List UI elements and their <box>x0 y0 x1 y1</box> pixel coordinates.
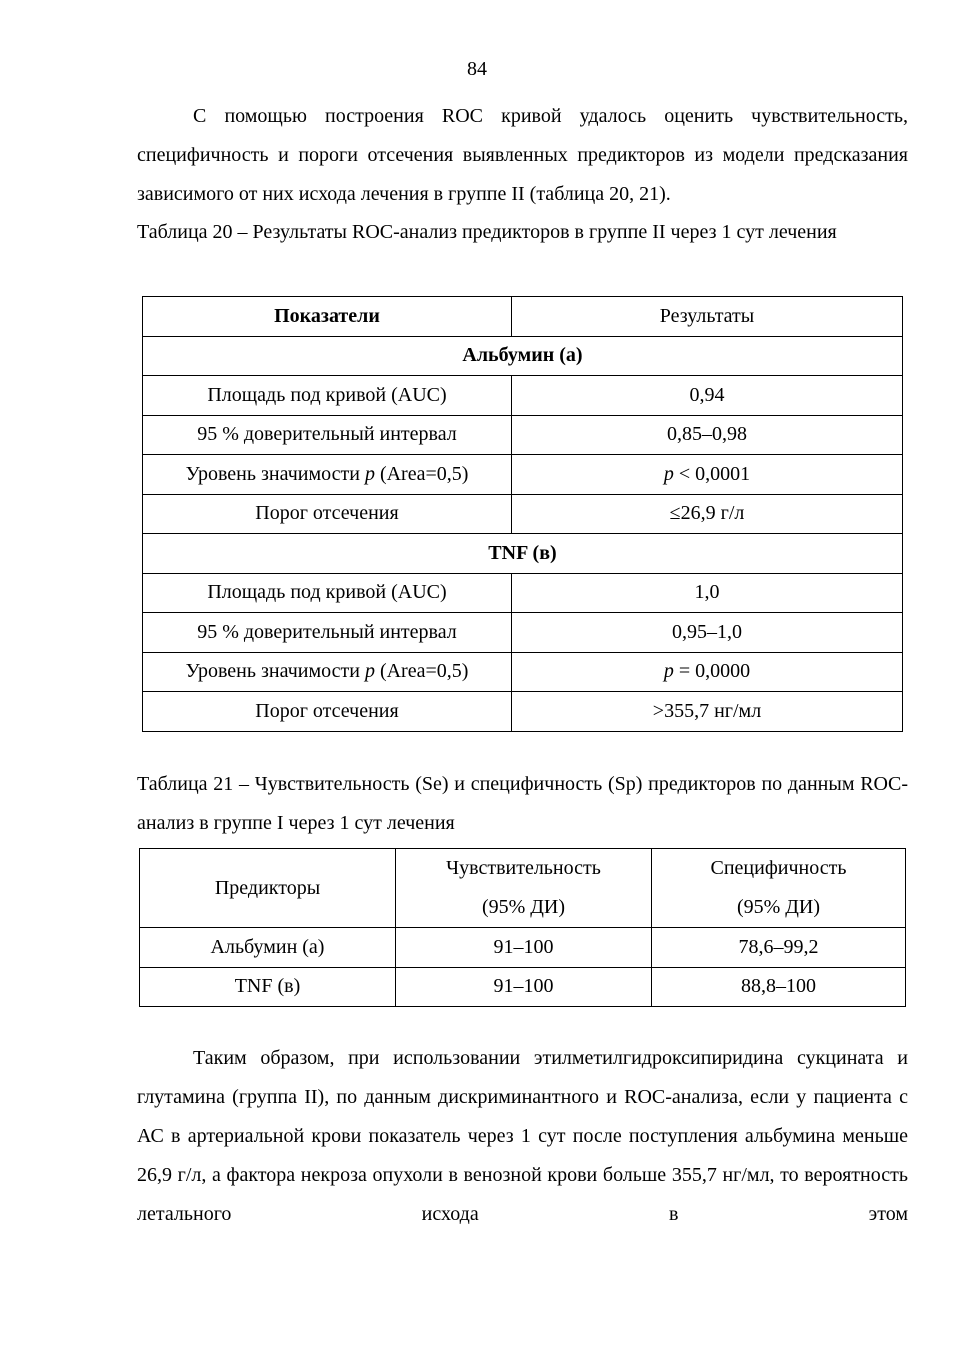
header-line: Чувствительность <box>446 857 601 879</box>
row-label <box>143 652 512 692</box>
table-row <box>140 928 906 968</box>
row-value: 0,85–0,98 <box>512 415 903 455</box>
column-header: Результаты <box>512 297 903 337</box>
row-label: Порог отсечения <box>143 692 512 732</box>
row-label: Площадь под кривой (AUC) <box>143 376 512 416</box>
table-row <box>143 455 903 495</box>
intro-paragraph: С помощью построения ROC кривой удалось оценить чувствительность, специфичность и пороги отсечения выявленных предикторов из модели предсказания зависимого от них исхода лечения в группе II (таблица 20, 21). <box>137 105 908 205</box>
table-row <box>143 613 903 653</box>
table-row <box>143 376 903 416</box>
label-text: (Area=0,5) <box>374 462 469 485</box>
p-symbol: p <box>663 462 674 485</box>
section-row <box>143 534 903 574</box>
value-text: = 0,0000 <box>673 660 751 683</box>
table-header-row <box>140 849 906 928</box>
section-title: TNF (в) <box>143 534 903 574</box>
label-text: (Area=0,5) <box>374 660 469 683</box>
row-label: Порог отсечения <box>143 494 512 534</box>
row-value: 1,0 <box>512 573 903 613</box>
specificity-cell: 78,6–99,2 <box>652 928 906 968</box>
section-title: Альбумин (а) <box>143 336 903 376</box>
table21-caption: Таблица 21 – Чувствительность (Se) и специфичность (Sp) предикторов по данным ROC-анализ в группе I через 1 сут лечения <box>137 773 908 834</box>
table-row <box>143 692 903 732</box>
sensitivity-cell: 91–100 <box>396 967 652 1007</box>
row-label: 95 % доверительный интервал <box>143 613 512 653</box>
table-row <box>143 652 903 692</box>
header-line: (95% ДИ) <box>481 896 566 918</box>
column-header <box>396 849 652 928</box>
header-line: (95% ДИ) <box>736 896 821 918</box>
page-number: 84 <box>467 58 487 80</box>
sensitivity-cell: 91–100 <box>396 928 652 968</box>
specificity-cell: 88,8–100 <box>652 967 906 1007</box>
column-header: Показатели <box>143 297 512 337</box>
table-row <box>143 573 903 613</box>
table-header-row <box>143 297 903 337</box>
p-symbol: p <box>364 462 375 485</box>
label-text: Уровень значимости <box>185 462 365 485</box>
section-row <box>143 336 903 376</box>
row-value: >355,7 нг/мл <box>512 692 903 732</box>
p-symbol: p <box>663 660 674 683</box>
row-value <box>512 652 903 692</box>
row-value: ≤26,9 г/л <box>512 494 903 534</box>
row-value <box>512 455 903 495</box>
header-line: Специфичность <box>710 857 847 879</box>
row-value: 0,95–1,0 <box>512 613 903 653</box>
column-header: Предикторы <box>140 849 396 928</box>
row-label: Площадь под кривой (AUC) <box>143 573 512 613</box>
row-label: 95 % доверительный интервал <box>143 415 512 455</box>
value-text: < 0,0001 <box>673 462 751 485</box>
table20 <box>142 296 903 732</box>
p-symbol: p <box>364 660 375 683</box>
label-text: Уровень значимости <box>185 660 365 683</box>
table-row <box>140 967 906 1007</box>
table-row <box>143 415 903 455</box>
row-label <box>143 455 512 495</box>
predictor-cell: Альбумин (а) <box>140 928 396 968</box>
conclusion-paragraph: Таким образом, при использовании этилметилгидроксипиридина сукцината и глутамина (группа II), по данным дискриминантного и ROC-анализа, если у пациента с АС в артериальной крови показатель через 1 сут после поступления альбумина меньше 26,9 г/л, а фактора некроза опухоли в венозной крови больше 355,7 нг/мл, то вероятность летального исхода в этом <box>137 1047 908 1225</box>
row-value: 0,94 <box>512 376 903 416</box>
table20-caption: Таблица 20 – Результаты ROC-анализ предикторов в группе II через 1 сут лечения <box>137 221 837 243</box>
table-row <box>143 494 903 534</box>
table21 <box>139 848 906 1007</box>
predictor-cell: TNF (в) <box>140 967 396 1007</box>
column-header <box>652 849 906 928</box>
